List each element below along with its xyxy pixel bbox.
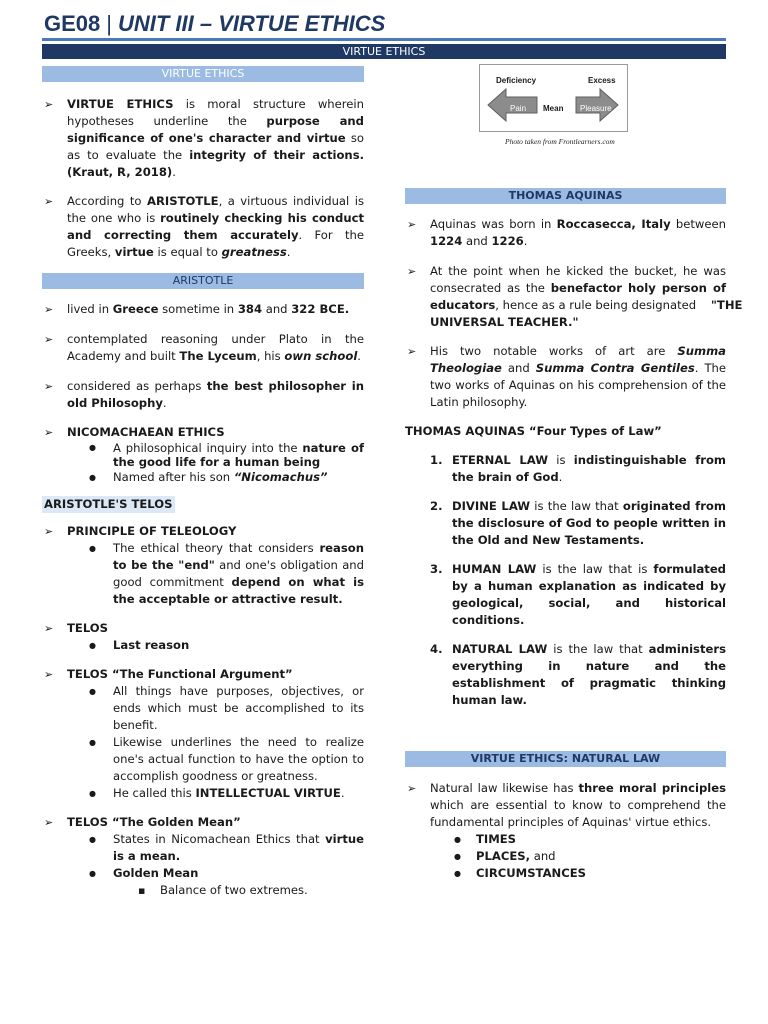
law-eternal: 1. ETERNAL LAW is indistinguishable from the brain of God. bbox=[430, 453, 726, 484]
section-thomas-aquinas: THOMAS AQUINAS bbox=[405, 188, 726, 204]
principle-times: ● TIMES bbox=[405, 831, 726, 848]
header-rule bbox=[42, 38, 726, 41]
aristotle-lyceum: ➢ contemplated reasoning under Plato in the Academy and built The Lyceum, his own school. bbox=[42, 331, 364, 365]
aristotle-best-philosopher: ➢ considered as perhaps the best philosopher in old Philosophy. bbox=[42, 378, 364, 412]
nicomachaean-named-after: ● Named after his son “Nicomachus” bbox=[42, 469, 364, 486]
figure-label-mean: Mean bbox=[543, 104, 564, 113]
nicomachaean-ethics: ➢ NICOMACHAEAN ETHICS bbox=[42, 424, 364, 441]
section-natural-law: VIRTUE ETHICS: NATURAL LAW bbox=[405, 751, 726, 767]
functional-purposes: ● All things have purposes, objectives, or ends which must be accomplished to its benefit. bbox=[42, 683, 364, 734]
functional-realize: ● Likewise underlines the need to realize one's actual function to have the option to accomplish goodness or greatness. bbox=[42, 734, 364, 785]
telos-heading: ➢ TELOS bbox=[42, 620, 364, 637]
four-types-of-law-heading: THOMAS AQUINAS “Four Types of Law” bbox=[405, 424, 662, 438]
nicomachaean-inquiry: ● A philosophical inquiry into the nature of the good life for a human being bbox=[42, 441, 364, 469]
functional-intellectual-virtue: ● He called this INTELLECTUAL VIRTUE. bbox=[42, 785, 364, 802]
right-column bbox=[405, 64, 743, 882]
title-separator: | bbox=[106, 11, 112, 36]
left-column bbox=[42, 64, 364, 899]
telos-last-reason: ● Last reason bbox=[42, 637, 364, 654]
principle-places: ● PLACES, and bbox=[405, 848, 726, 865]
figure-caption: Photo taken from Frontlearners.com bbox=[505, 137, 615, 146]
course-code: GE08 bbox=[44, 11, 101, 36]
top-banner: VIRTUE ETHICS bbox=[42, 44, 726, 59]
section-virtue-ethics: VIRTUE ETHICS bbox=[42, 66, 364, 82]
law-human: 3. HUMAN LAW is the law that is formulated by a human explanation as indicated by geological, social, and historical conditions. bbox=[430, 562, 726, 627]
law-natural: 4. NATURAL LAW is the law that administers everything in nature and the establishment of pragmatic thinking human law. bbox=[430, 642, 726, 707]
golden-mean-figure bbox=[479, 64, 628, 132]
document-title bbox=[44, 10, 385, 38]
aristotle-virtuous-individual: ➢ According to ARISTOTLE, a virtuous individual is the one who is routinely checking his conduct and correcting them accurately. For the Greeks, virtue is equal to greatness. bbox=[42, 193, 364, 261]
golden-mean-label: ● Golden Mean bbox=[42, 865, 364, 882]
golden-mean-balance: ▪ Balance of two extremes. bbox=[42, 882, 364, 899]
natural-law-principles: ➢ Natural law likewise has three moral principles which are essential to know to comprehend the fundamental principles of Aquinas' virtue ethics. bbox=[405, 780, 726, 831]
unit-title: UNIT III – VIRTUE ETHICS bbox=[117, 11, 386, 36]
telos-golden-mean: ➢ TELOS “The Golden Mean” bbox=[42, 814, 364, 831]
virtue-definition: ➢ VIRTUE ETHICS is moral structure wherein hypotheses underline the purpose and significance of one's character and virtue so as to evaluate the integrity of their actions. (Kraut, R, 2018). bbox=[42, 96, 364, 181]
figure-label-excess: Excess bbox=[588, 76, 616, 85]
aquinas-born: ➢ Aquinas was born in Roccasecca, Italy between 1224 and 1226. bbox=[405, 216, 726, 250]
section-aristotle: ARISTOTLE bbox=[42, 273, 364, 289]
law-divine: 2. DIVINE LAW is the law that originated from the disclosure of God to people written in the Old and New Testaments. bbox=[430, 499, 726, 547]
pain-pleasure-arrows-icon bbox=[480, 65, 627, 131]
teleology-definition: ● The ethical theory that considers reason to be the "end" and one's obligation and good commitment depend on what is the acceptable or attractive result. bbox=[42, 540, 364, 608]
figure-label-pleasure: Pleasure bbox=[580, 104, 612, 113]
aristotles-telos-heading: ARISTOTLE'S TELOS bbox=[44, 497, 173, 511]
aquinas-universal-teacher: ➢ At the point when he kicked the bucket, he was consecrated as the benefactor holy person of educators, hence as a rule being designated "THE UNIVERSAL TEACHER." bbox=[405, 263, 726, 331]
figure-label-deficiency: Deficiency bbox=[496, 76, 537, 85]
aristotle-lived: ➢ lived in Greece sometime in 384 and 322 BCE. bbox=[42, 301, 364, 318]
aquinas-notable-works: ➢ His two notable works of art are Summa Theologiae and Summa Contra Gentiles. The two works of Aquinas on his comprehension of the Latin philosophy. bbox=[405, 343, 726, 411]
principle-circumstances: ● CIRCUMSTANCES bbox=[405, 865, 726, 882]
golden-mean-states: ● States in Nicomachean Ethics that virtue is a mean. bbox=[42, 831, 364, 865]
figure-label-pain: Pain bbox=[510, 104, 527, 113]
telos-functional-argument: ➢ TELOS “The Functional Argument” bbox=[42, 666, 364, 683]
principle-of-teleology: ➢ PRINCIPLE OF TELEOLOGY bbox=[42, 523, 364, 540]
